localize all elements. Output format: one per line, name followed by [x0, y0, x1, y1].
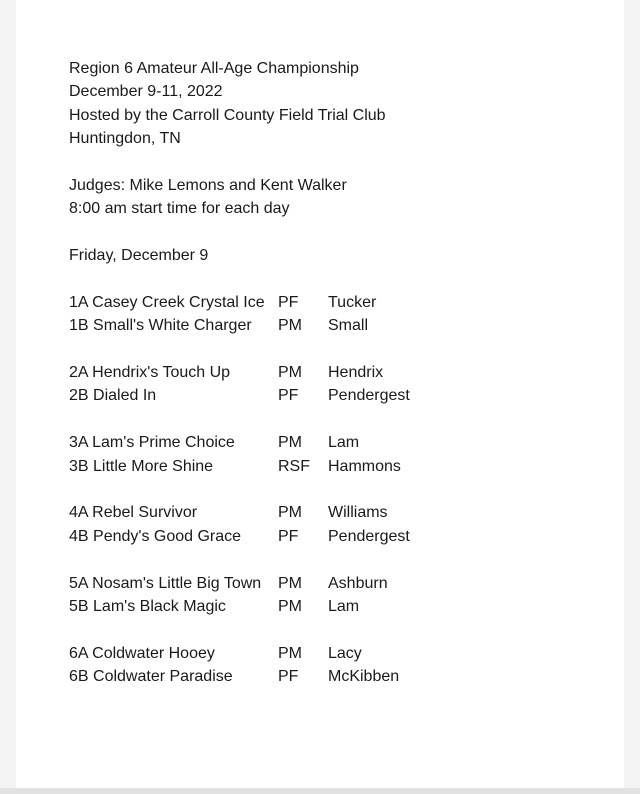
entry-row — [69, 455, 448, 478]
entry-row — [69, 595, 448, 618]
dog-class: PM — [278, 504, 302, 522]
dog-class: PF — [278, 293, 299, 311]
spacer — [69, 548, 448, 571]
owner-name: McKibben — [328, 668, 400, 686]
page-bottom-border — [0, 788, 640, 794]
owner-name: Lacy — [328, 644, 362, 662]
owner-name: Hendrix — [328, 364, 384, 382]
entry-row — [69, 361, 448, 384]
entry-row — [69, 291, 448, 314]
dog-class: PM — [278, 364, 302, 382]
owner-name: Hammons — [328, 457, 401, 475]
event-title: Region 6 Amateur All-Age Championship — [69, 60, 359, 77]
owner-name: Ashburn — [328, 574, 388, 592]
dog-name: 2B Dialed In — [69, 387, 157, 405]
event-location: Huntingdon, TN — [69, 130, 181, 148]
dog-class: PM — [278, 644, 302, 662]
entry-row — [69, 384, 448, 407]
spacer — [69, 221, 448, 244]
dog-name: 3A Lam's Prime Choice — [69, 434, 235, 452]
dog-name: 4A Rebel Survivor — [69, 504, 198, 522]
owner-name: Williams — [328, 504, 388, 522]
dog-name: 5A Nosam's Little Big Town — [69, 574, 262, 592]
dog-class: PM — [278, 574, 302, 592]
dog-class: PM — [278, 597, 302, 615]
owner-name: Lam — [328, 597, 360, 615]
entry-row — [69, 431, 448, 454]
entry-row — [69, 525, 448, 548]
dog-name: 4B Pendy's Good Grace — [69, 527, 242, 545]
dog-name: 1B Small's White Charger — [69, 317, 252, 335]
spacer — [69, 478, 448, 501]
dog-name: 6A Coldwater Hooey — [69, 644, 215, 662]
entry-row — [69, 642, 448, 665]
day-heading: Friday, December 9 — [69, 247, 209, 265]
spacer — [69, 408, 448, 431]
dog-name: 5B Lam's Black Magic — [69, 597, 226, 615]
dog-class: PM — [278, 317, 302, 335]
entry-row — [69, 501, 448, 524]
dog-class: PF — [278, 527, 299, 545]
owner-name: Tucker — [328, 293, 377, 311]
owner-name: Pendergest — [328, 387, 410, 405]
spacer — [69, 151, 448, 174]
dog-name: 6B Coldwater Paradise — [69, 668, 233, 686]
document-content — [69, 57, 448, 689]
spacer — [69, 338, 448, 361]
owner-name: Pendergest — [328, 527, 410, 545]
spacer — [69, 268, 448, 291]
judges-line: Judges: Mike Lemons and Kent Walker — [69, 176, 347, 194]
dog-name: 1A Casey Creek Crystal Ice — [69, 293, 265, 311]
entry-row — [69, 665, 448, 688]
spacer — [69, 618, 448, 641]
entry-row — [69, 572, 448, 595]
dog-name: 3B Little More Shine — [69, 457, 214, 475]
dog-name: 2A Hendrix's Touch Up — [69, 364, 231, 382]
entry-row — [69, 314, 448, 337]
owner-name: Lam — [328, 434, 360, 452]
dog-class: PF — [278, 668, 299, 686]
document-page — [16, 0, 624, 788]
dog-class: PF — [278, 387, 299, 405]
dog-class: RSF — [278, 457, 310, 475]
event-host: Hosted by the Carroll County Field Trial Club — [69, 106, 386, 124]
start-time-line: 8:00 am start time for each day — [69, 200, 290, 218]
event-dates: December 9-11, 2022 — [69, 83, 223, 101]
dog-class: PM — [278, 434, 302, 452]
owner-name: Small — [328, 317, 369, 335]
